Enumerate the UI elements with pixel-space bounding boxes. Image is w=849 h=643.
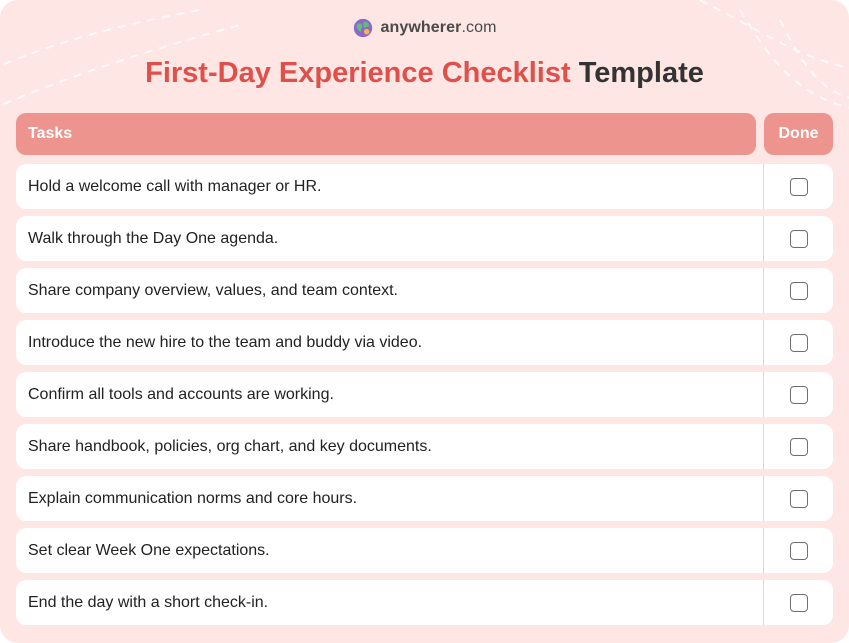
brand bbox=[0, 17, 849, 39]
done-checkbox[interactable] bbox=[790, 438, 808, 456]
done-checkbox[interactable] bbox=[790, 230, 808, 248]
task-label: Introduce the new hire to the team and buddy via video. bbox=[28, 333, 423, 351]
checklist-row bbox=[16, 580, 833, 625]
done-checkbox[interactable] bbox=[790, 594, 808, 612]
brand-wordmark bbox=[380, 19, 496, 37]
checklist-rows bbox=[16, 164, 833, 632]
brand-name: anywherer bbox=[380, 19, 462, 36]
column-header-done: Done bbox=[764, 113, 833, 155]
checklist-row bbox=[16, 372, 833, 417]
page-title-accent: First-Day Experience Checklist bbox=[145, 57, 571, 89]
done-cell bbox=[764, 320, 833, 365]
task-label: Share company overview, values, and team context. bbox=[28, 281, 398, 299]
done-cell bbox=[764, 216, 833, 261]
done-cell bbox=[764, 268, 833, 313]
done-checkbox[interactable] bbox=[790, 386, 808, 404]
page-title-rest: Template bbox=[578, 57, 704, 89]
checklist-row bbox=[16, 320, 833, 365]
done-cell bbox=[764, 424, 833, 469]
done-cell bbox=[764, 580, 833, 625]
task-label: Hold a welcome call with manager or HR. bbox=[28, 177, 322, 195]
task-label: Share handbook, policies, org chart, and key documents. bbox=[28, 437, 432, 455]
task-label: Walk through the Day One agenda. bbox=[28, 229, 279, 247]
done-checkbox[interactable] bbox=[790, 542, 808, 560]
done-cell bbox=[764, 476, 833, 521]
done-cell bbox=[764, 164, 833, 209]
task-label: Explain communication norms and core hours. bbox=[28, 489, 358, 507]
done-checkbox[interactable] bbox=[790, 334, 808, 352]
done-checkbox[interactable] bbox=[790, 178, 808, 196]
checklist-row bbox=[16, 216, 833, 261]
checklist-row bbox=[16, 476, 833, 521]
done-cell bbox=[764, 528, 833, 573]
done-cell bbox=[764, 372, 833, 417]
done-checkbox[interactable] bbox=[790, 490, 808, 508]
task-label: Set clear Week One expectations. bbox=[28, 541, 270, 559]
checklist-row bbox=[16, 424, 833, 469]
column-header-tasks: Tasks bbox=[16, 113, 756, 155]
page-title bbox=[0, 55, 849, 91]
checklist-row bbox=[16, 164, 833, 209]
globe-icon bbox=[352, 17, 374, 39]
checklist-row bbox=[16, 528, 833, 573]
brand-tld: .com bbox=[461, 19, 497, 36]
done-checkbox[interactable] bbox=[790, 282, 808, 300]
task-label: End the day with a short check-in. bbox=[28, 593, 269, 611]
checklist-row bbox=[16, 268, 833, 313]
task-label: Confirm all tools and accounts are working. bbox=[28, 385, 334, 403]
